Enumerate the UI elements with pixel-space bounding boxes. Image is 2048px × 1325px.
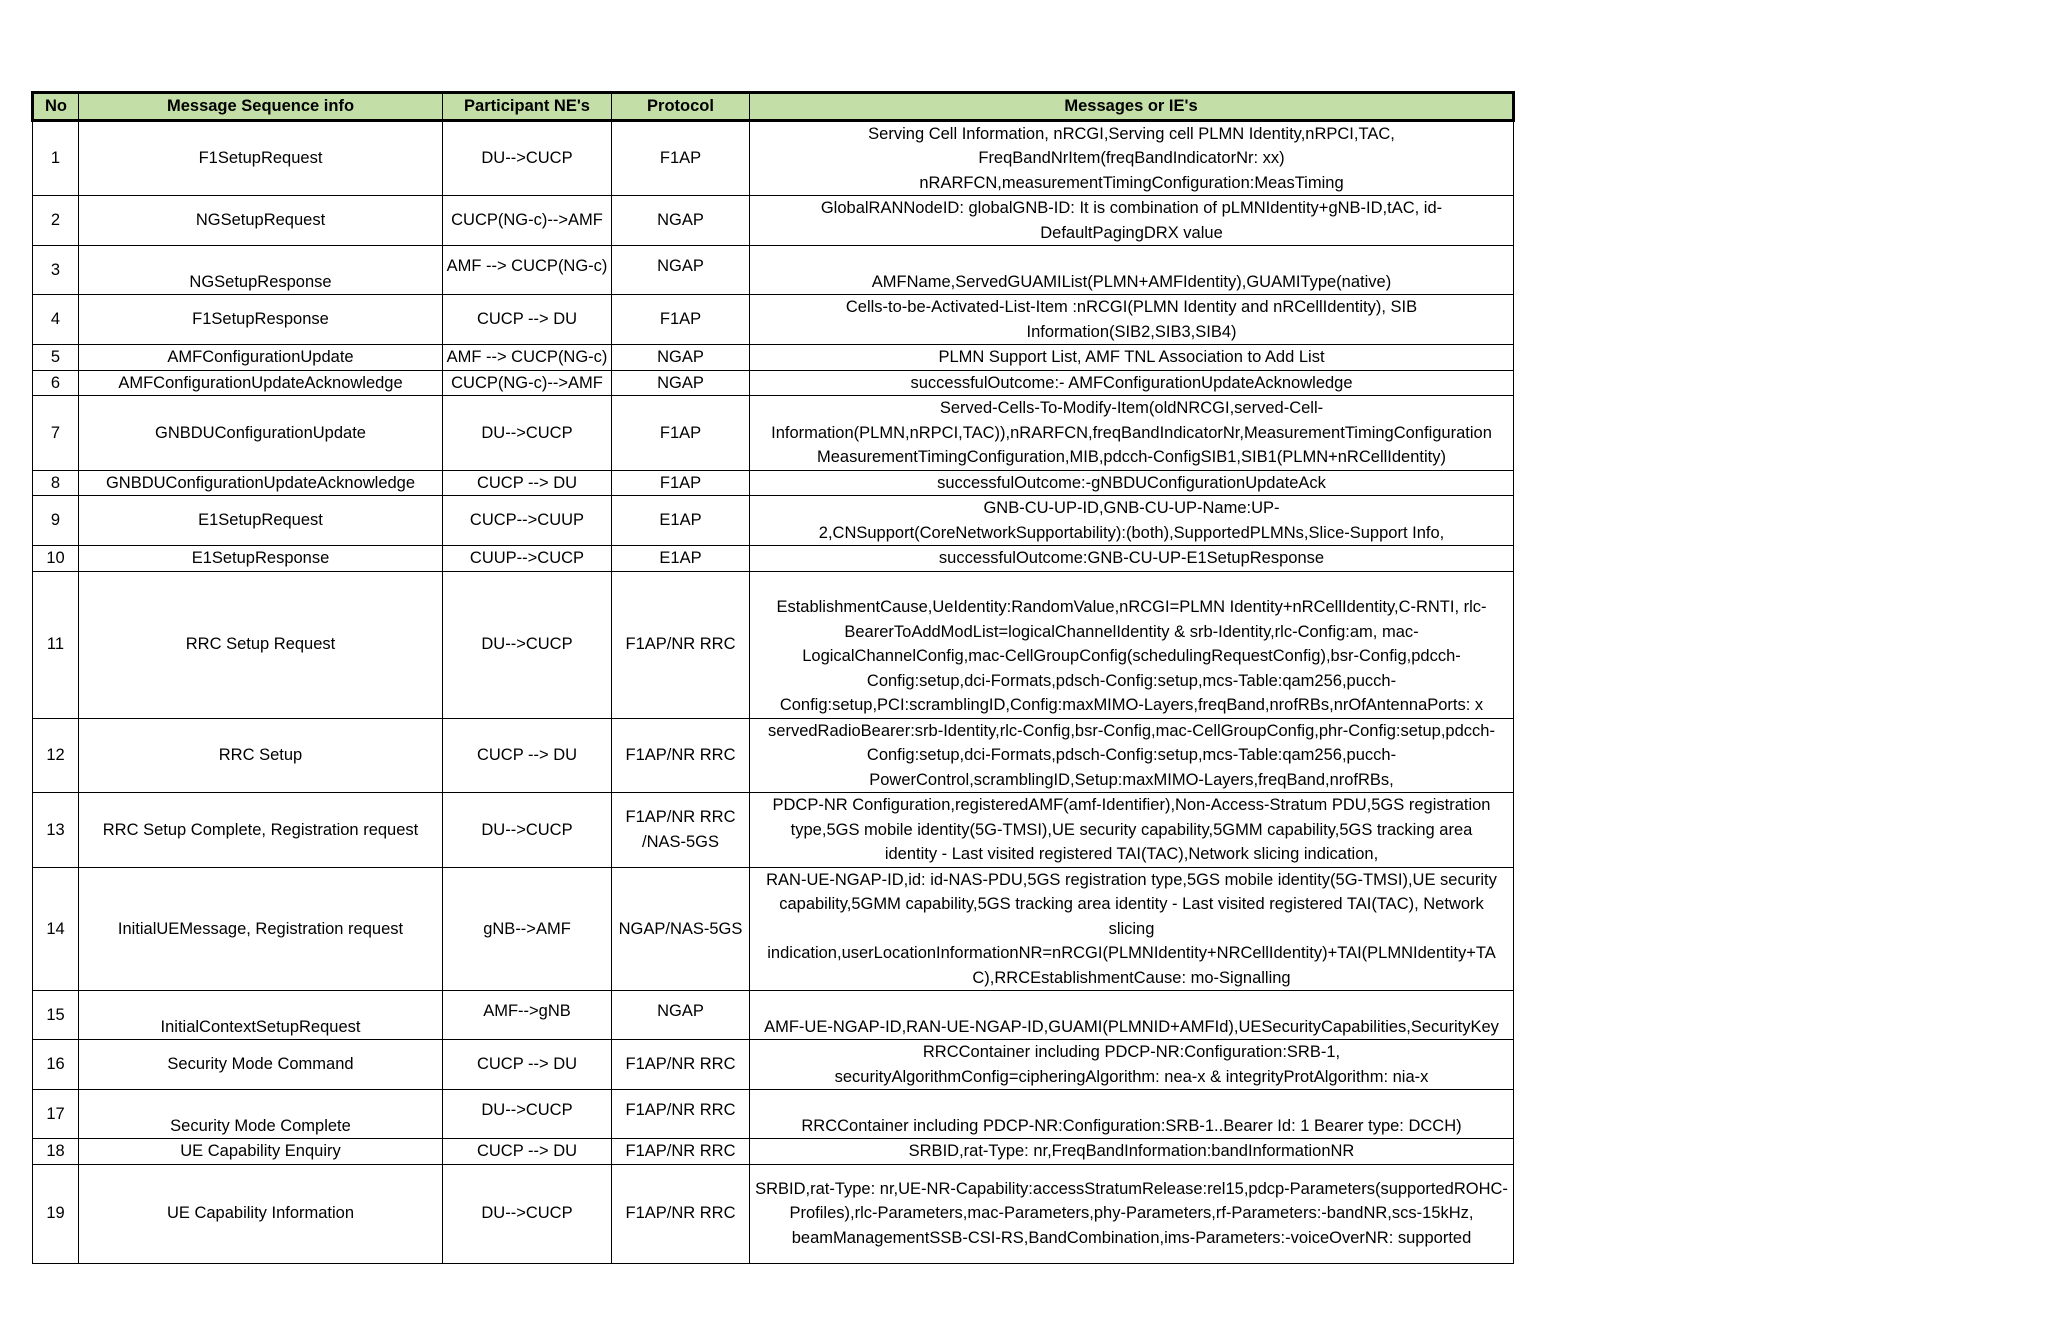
table-row xyxy=(33,546,1514,572)
messages-ies-cell xyxy=(750,295,1514,345)
message-sequence-cell: InitialUEMessage, Registration request xyxy=(79,867,443,991)
row-number: 12 xyxy=(33,718,79,793)
message-sequence-cell: Security Mode Command xyxy=(79,1040,443,1090)
message-sequence-cell: RRC Setup Complete, Registration request xyxy=(79,793,443,868)
participants-cell: AMF --> CUCP(NG-c) xyxy=(443,345,612,371)
participants-cell: CUCP --> DU xyxy=(443,470,612,496)
protocol-cell: F1AP xyxy=(612,470,750,496)
ie-line: FreqBandNrItem(freqBandIndicatorNr: xx) xyxy=(978,149,1285,167)
table-row xyxy=(33,867,1514,991)
ie-line: RAN-UE-NGAP-ID,id: id-NAS-PDU,5GS registration type,5GS mobile identity(5G-TMSI),UE security xyxy=(766,870,1497,889)
row-number: 15 xyxy=(33,991,79,1040)
message-sequence-cell: GNBDUConfigurationUpdate xyxy=(79,396,443,471)
protocol-cell: F1AP xyxy=(612,120,750,196)
message-sequence-cell: AMFConfigurationUpdate xyxy=(79,345,443,371)
participants-cell: DU-->CUCP xyxy=(443,396,612,471)
table-row xyxy=(33,120,1514,196)
ie-line: MeasurementTimingConfiguration,MIB,pdcch-ConfigSIB1,SIB1(PLMN+nRCellIdentity) xyxy=(817,448,1446,466)
row-number: 9 xyxy=(33,496,79,546)
ie-line: C),RRCEstablishmentCause: mo-Signalling xyxy=(972,968,1291,987)
ie-line: PDCP-NR Configuration,registeredAMF(amf-Identifier),Non-Access-Stratum PDU,5GS registration xyxy=(772,796,1491,814)
messages-ies-cell xyxy=(750,1040,1514,1090)
ie-line: Config:setup,PCI:scramblingID,Config:maxMIMO-Layers,freqBand,nrofRBs,nrOfAntennaPorts: x xyxy=(779,696,1484,714)
messages-ies-cell xyxy=(750,571,1514,718)
participants-cell: AMF-->gNB xyxy=(443,991,612,1040)
col-header-message-sequence: Message Sequence info xyxy=(79,93,443,121)
messages-ies-cell xyxy=(750,396,1514,471)
participants-cell: CUCP --> DU xyxy=(443,295,612,345)
participants-cell: CUCP(NG-c)-->AMF xyxy=(443,196,612,246)
ie-line: successfulOutcome:-gNBDUConfigurationUpdateAck xyxy=(937,473,1326,492)
participants-cell: DU-->CUCP xyxy=(443,793,612,868)
ie-line: EstablishmentCause,UeIdentity:RandomValue,nRCGI=PLMN Identity+nRCellIdentity,C-RNTI, rlc- xyxy=(776,598,1487,616)
table-row xyxy=(33,1139,1514,1165)
ie-line: Served-Cells-To-Modify-Item(oldNRCGI,served-Cell- xyxy=(939,399,1324,417)
table-row xyxy=(33,295,1514,345)
table-row xyxy=(33,370,1514,396)
participants-cell: DU-->CUCP xyxy=(443,571,612,718)
ie-line: DefaultPagingDRX value xyxy=(1040,223,1223,242)
message-sequence-cell: F1SetupRequest xyxy=(79,120,443,196)
row-number: 14 xyxy=(33,867,79,991)
row-number: 17 xyxy=(33,1090,79,1139)
messages-ies-cell xyxy=(750,991,1514,1040)
message-sequence-cell: GNBDUConfigurationUpdateAcknowledge xyxy=(79,470,443,496)
messages-ies-cell xyxy=(750,345,1514,371)
row-number: 13 xyxy=(33,793,79,868)
protocol-cell: NGAP xyxy=(612,345,750,371)
ie-line: identity - Last visited registered TAI(TAC),Network slicing indication, xyxy=(884,845,1379,863)
ie-line: PowerControl,scramblingID,Setup:maxMIMO-Layers,freqBand,nrofRBs, xyxy=(869,770,1394,789)
protocol-cell: E1AP xyxy=(612,496,750,546)
ie-line: Cells-to-be-Activated-List-Item :nRCGI(PLMN Identity and nRCellIdentity), SIB xyxy=(845,298,1418,316)
message-sequence-table xyxy=(31,91,1515,1264)
participants-cell: gNB-->AMF xyxy=(443,867,612,991)
ie-line: Config:setup,dci-Formats,pdsch-Config:setup,mcs-Table:qam256,pucch- xyxy=(866,671,1397,690)
col-header-no: No xyxy=(33,93,79,121)
row-number: 1 xyxy=(33,120,79,196)
messages-ies-cell xyxy=(750,370,1514,396)
participants-cell: AMF --> CUCP(NG-c) xyxy=(443,246,612,295)
message-sequence-cell: RRC Setup xyxy=(79,718,443,793)
col-header-protocol: Protocol xyxy=(612,93,750,121)
messages-ies-cell xyxy=(750,1139,1514,1165)
participants-cell: CUCP --> DU xyxy=(443,718,612,793)
protocol-cell: F1AP/NR RRC xyxy=(612,718,750,793)
participants-cell: CUCP --> DU xyxy=(443,1040,612,1090)
participants-cell: CUCP-->CUUP xyxy=(443,496,612,546)
messages-ies-cell xyxy=(750,546,1514,572)
row-number: 10 xyxy=(33,546,79,572)
table-row xyxy=(33,1090,1514,1139)
row-number: 8 xyxy=(33,470,79,496)
ie-line: GlobalRANNodeID: globalGNB-ID: It is combination of pLMNIdentity+gNB-ID,tAC, id- xyxy=(820,199,1443,217)
row-number: 7 xyxy=(33,396,79,471)
ie-line: Config:setup,dci-Formats,pdsch-Config:setup,mcs-Table:qam256,pucch- xyxy=(866,746,1397,764)
messages-ies-cell xyxy=(750,470,1514,496)
ie-line: AMFName,ServedGUAMIList(PLMN+AMFIdentity),GUAMIType(native) xyxy=(871,272,1392,291)
message-sequence-cell: NGSetupRequest xyxy=(79,196,443,246)
message-sequence-cell: NGSetupResponse xyxy=(79,246,443,295)
ie-line: Information(SIB2,SIB3,SIB4) xyxy=(1026,322,1237,341)
protocol-cell: F1AP xyxy=(612,396,750,471)
message-sequence-cell: E1SetupResponse xyxy=(79,546,443,572)
table-row xyxy=(33,793,1514,868)
protocol-cell: F1AP/NR RRC xyxy=(612,1040,750,1090)
table-row xyxy=(33,470,1514,496)
row-number: 4 xyxy=(33,295,79,345)
row-number: 11 xyxy=(33,571,79,718)
table-row xyxy=(33,496,1514,546)
ie-line: securityAlgorithmConfig=cipheringAlgorithm: nea-x & integrityProtAlgorithm: nia-x xyxy=(834,1067,1429,1086)
participants-cell: CUCP --> DU xyxy=(443,1139,612,1165)
ie-line: Information(PLMN,nRPCI,TAC)),nRARFCN,freqBandIndicatorNr,MeasurementTimingConfiguration xyxy=(771,423,1492,442)
messages-ies-cell xyxy=(750,496,1514,546)
ie-line: RRCContainer including PDCP-NR:Configuration:SRB-1, xyxy=(922,1043,1341,1061)
protocol-cell: F1AP/NR RRC xyxy=(612,1090,750,1139)
ie-line: 2,CNSupport(CoreNetworkSupportability):(both),SupportedPLMNs,Slice-Support Info, xyxy=(818,523,1445,542)
ie-line: BearerToAddModList=logicalChannelIdentity & srb-Identity,rlc-Config:am, mac- xyxy=(844,622,1419,641)
row-number: 2 xyxy=(33,196,79,246)
protocol-cell: F1AP/NR RRC /NAS-5GS xyxy=(612,793,750,868)
ie-line: LogicalChannelConfig,mac-CellGroupConfig(schedulingRequestConfig),bsr-Config,pdcch- xyxy=(802,647,1461,665)
protocol-cell: F1AP xyxy=(612,295,750,345)
row-number: 6 xyxy=(33,370,79,396)
row-number: 19 xyxy=(33,1164,79,1263)
ie-line: servedRadioBearer:srb-Identity,rlc-Config,bsr-Config,mac-CellGroupConfig,phr-Config:setup,pdcch- xyxy=(768,721,1495,740)
participants-cell: CUUP-->CUCP xyxy=(443,546,612,572)
messages-ies-cell xyxy=(750,1090,1514,1139)
ie-line: successfulOutcome:- AMFConfigurationUpdateAcknowledge xyxy=(910,373,1353,392)
table-row xyxy=(33,345,1514,371)
table-row xyxy=(33,396,1514,471)
message-sequence-cell: F1SetupResponse xyxy=(79,295,443,345)
ie-line: Serving Cell Information, nRCGI,Serving cell PLMN Identity,nRPCI,TAC, xyxy=(868,124,1395,143)
messages-ies-cell xyxy=(750,246,1514,295)
ie-line: indication,userLocationInformationNR=nRCGI(PLMNIdentity+NRCellIdentity)+TAI(PLMNIdentity+TA xyxy=(767,944,1496,962)
message-sequence-cell: UE Capability Information xyxy=(79,1164,443,1263)
message-sequence-cell: Security Mode Complete xyxy=(79,1090,443,1139)
row-number: 3 xyxy=(33,246,79,295)
message-sequence-cell: E1SetupRequest xyxy=(79,496,443,546)
participants-cell: CUCP(NG-c)-->AMF xyxy=(443,370,612,396)
protocol-cell: NGAP xyxy=(612,370,750,396)
table-row xyxy=(33,571,1514,718)
protocol-cell: F1AP/NR RRC xyxy=(612,1164,750,1263)
protocol-cell: NGAP/NAS-5GS xyxy=(612,867,750,991)
ie-line: Profiles),rlc-Parameters,mac-Parameters,phy-Parameters,rf-Parameters:-bandNR,scs-15kHz, xyxy=(789,1204,1474,1223)
protocol-cell: F1AP/NR RRC xyxy=(612,1139,750,1165)
ie-line: SRBID,rat-Type: nr,UE-NR-Capability:accessStratumRelease:rel15,pdcp-Parameters(supportedROHC- xyxy=(755,1179,1508,1198)
table-row xyxy=(33,718,1514,793)
ie-line: type,5GS mobile identity(5G-TMSI),UE security capability,5GMM capability,5GS tracking area xyxy=(790,820,1473,839)
table-row xyxy=(33,196,1514,246)
messages-ies-cell xyxy=(750,1164,1514,1263)
table-row xyxy=(33,991,1514,1040)
ie-line: capability,5GMM capability,5GS tracking area identity - Last visited registered TAI(TAC), Network xyxy=(779,895,1484,913)
message-sequence-cell: AMFConfigurationUpdateAcknowledge xyxy=(79,370,443,396)
protocol-cell: NGAP xyxy=(612,196,750,246)
participants-cell: DU-->CUCP xyxy=(443,1164,612,1263)
col-header-messages-ies: Messages or IE's xyxy=(750,93,1514,121)
protocol-cell: NGAP xyxy=(612,246,750,295)
messages-ies-cell xyxy=(750,196,1514,246)
row-number: 5 xyxy=(33,345,79,371)
protocol-cell: NGAP xyxy=(612,991,750,1040)
ie-line: GNB-CU-UP-ID,GNB-CU-UP-Name:UP- xyxy=(983,499,1280,517)
row-number: 18 xyxy=(33,1139,79,1165)
participants-cell: DU-->CUCP xyxy=(443,120,612,196)
messages-ies-cell xyxy=(750,867,1514,991)
table-row xyxy=(33,1040,1514,1090)
col-header-participants: Participant NE's xyxy=(443,93,612,121)
participants-cell: DU-->CUCP xyxy=(443,1090,612,1139)
ie-line: AMF-UE-NGAP-ID,RAN-UE-NGAP-ID,GUAMI(PLMNID+AMFId),UESecurityCapabilities,SecurityKey xyxy=(764,1017,1499,1036)
protocol-cell: E1AP xyxy=(612,546,750,572)
ie-line: nRARFCN,measurementTimingConfiguration:MeasTiming xyxy=(919,173,1344,192)
row-number: 16 xyxy=(33,1040,79,1090)
ie-line: successfulOutcome:GNB-CU-UP-E1SetupResponse xyxy=(938,549,1325,567)
ie-line: RRCContainer including PDCP-NR:Configuration:SRB-1..Bearer Id: 1 Bearer type: DCCH) xyxy=(801,1116,1462,1135)
messages-ies-cell xyxy=(750,718,1514,793)
ie-line: slicing xyxy=(1108,919,1155,938)
message-sequence-cell: RRC Setup Request xyxy=(79,571,443,718)
ie-line: SRBID,rat-Type: nr,FreqBandInformation:bandInformationNR xyxy=(908,1142,1355,1160)
messages-ies-cell xyxy=(750,793,1514,868)
protocol-cell: F1AP/NR RRC xyxy=(612,571,750,718)
ie-line: beamManagementSSB-CSI-RS,BandCombination,ims-Parameters:-voiceOverNR: supported xyxy=(791,1228,1472,1247)
table-body xyxy=(33,120,1514,1263)
table-row xyxy=(33,246,1514,295)
ie-line: PLMN Support List, AMF TNL Association to Add List xyxy=(938,348,1325,366)
message-sequence-cell: UE Capability Enquiry xyxy=(79,1139,443,1165)
messages-ies-cell xyxy=(750,120,1514,196)
table-header-row xyxy=(33,93,1514,121)
table-row xyxy=(33,1164,1514,1263)
message-sequence-cell: InitialContextSetupRequest xyxy=(79,991,443,1040)
